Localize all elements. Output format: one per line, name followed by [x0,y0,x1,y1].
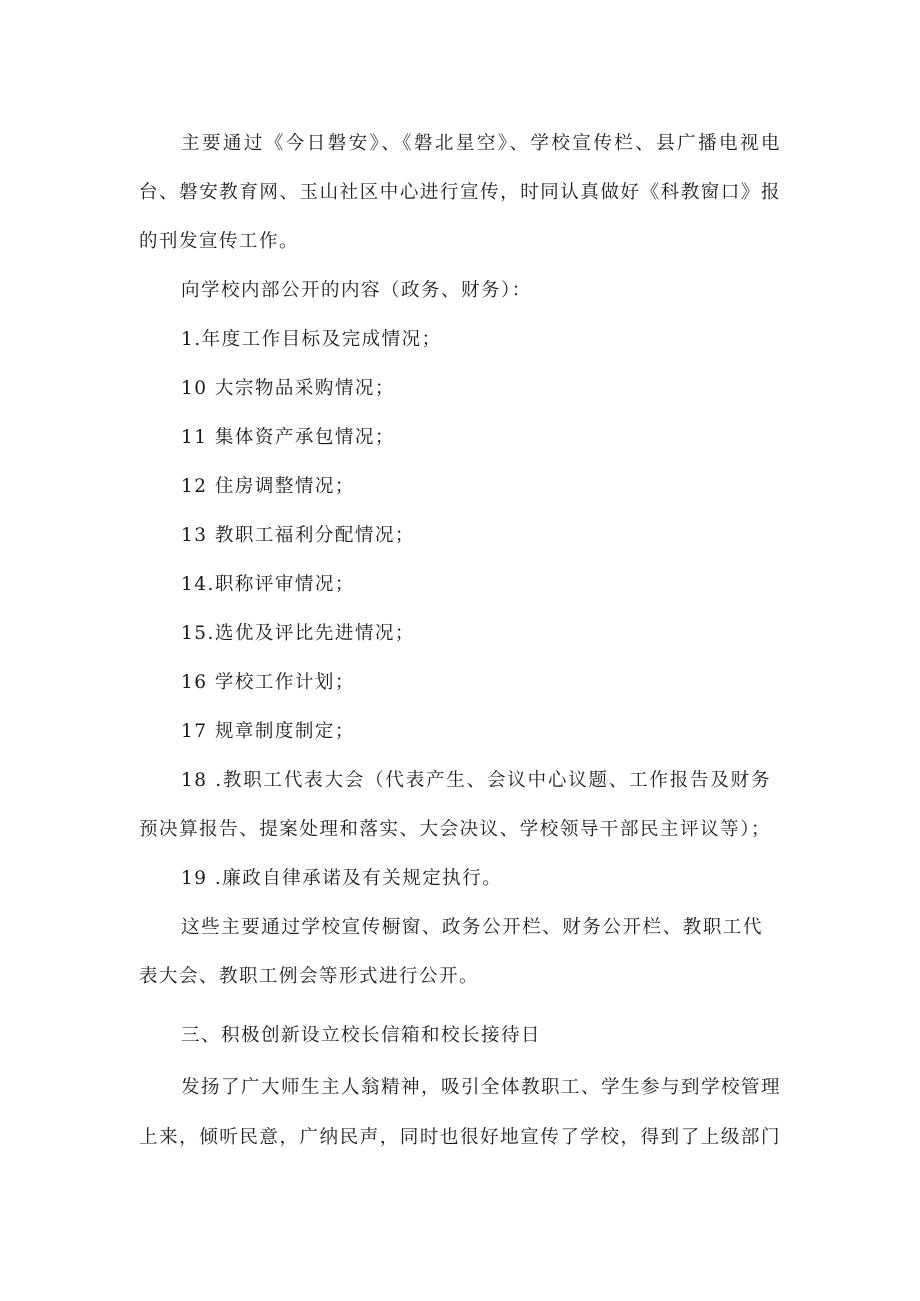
text-line-18: 表大会、教职工例会等形式进行公开。 [139,966,480,987]
list-item-19: 19 .廉政自律承诺及有关规定执行。 [181,868,503,889]
list-item-11: 11 集体资产承包情况； [181,427,395,448]
list-item-14: 14.职称评审情况； [181,574,355,595]
section-heading: 三、积极创新设立校长信箱和校长接待日 [181,1025,542,1046]
text-line-21: 上来，倾听民意，广纳民声，同时也很好地宣传了学校，得到了上级部门 [139,1127,781,1148]
list-item-13: 13 教职工福利分配情况； [181,525,415,546]
text-line-3: 的刊发宣传工作。 [139,231,300,252]
text-line-20: 发扬了广大师生主人翁精神，吸引全体教职工、学生参与到学校管理 [181,1077,781,1098]
text-line-4: 向学校内部公开的内容（政务、财务）： [181,280,532,301]
list-item-10: 10 大宗物品采购情况； [181,378,395,399]
list-item-12: 12 住房调整情况； [181,476,355,497]
text-line-2: 台、磐安教育网、玉山社区中心进行宣传，时同认真做好《科教窗口》报 [139,182,781,203]
list-item-1: 1.年度工作目标及完成情况； [181,329,442,350]
list-item-16: 16 学校工作计划； [181,672,355,693]
text-line-1: 主要通过《今日磐安》、《磐北星空》、学校宣传栏、县广播电视电 [181,133,781,154]
list-item-18-cont: 预决算报告、提案处理和落实、大会决议、学校领导干部民主评议等）； [139,819,771,840]
list-item-17: 17 规章制度制定； [181,721,355,742]
list-item-18: 18 .教职工代表大会（代表产生、会议中心议题、工作报告及财务 [181,770,771,791]
list-item-15: 15.选优及评比先进情况； [181,623,415,644]
text-line-17: 这些主要通过学校宣传橱窗、政务公开栏、财务公开栏、教职工代 [181,917,763,938]
